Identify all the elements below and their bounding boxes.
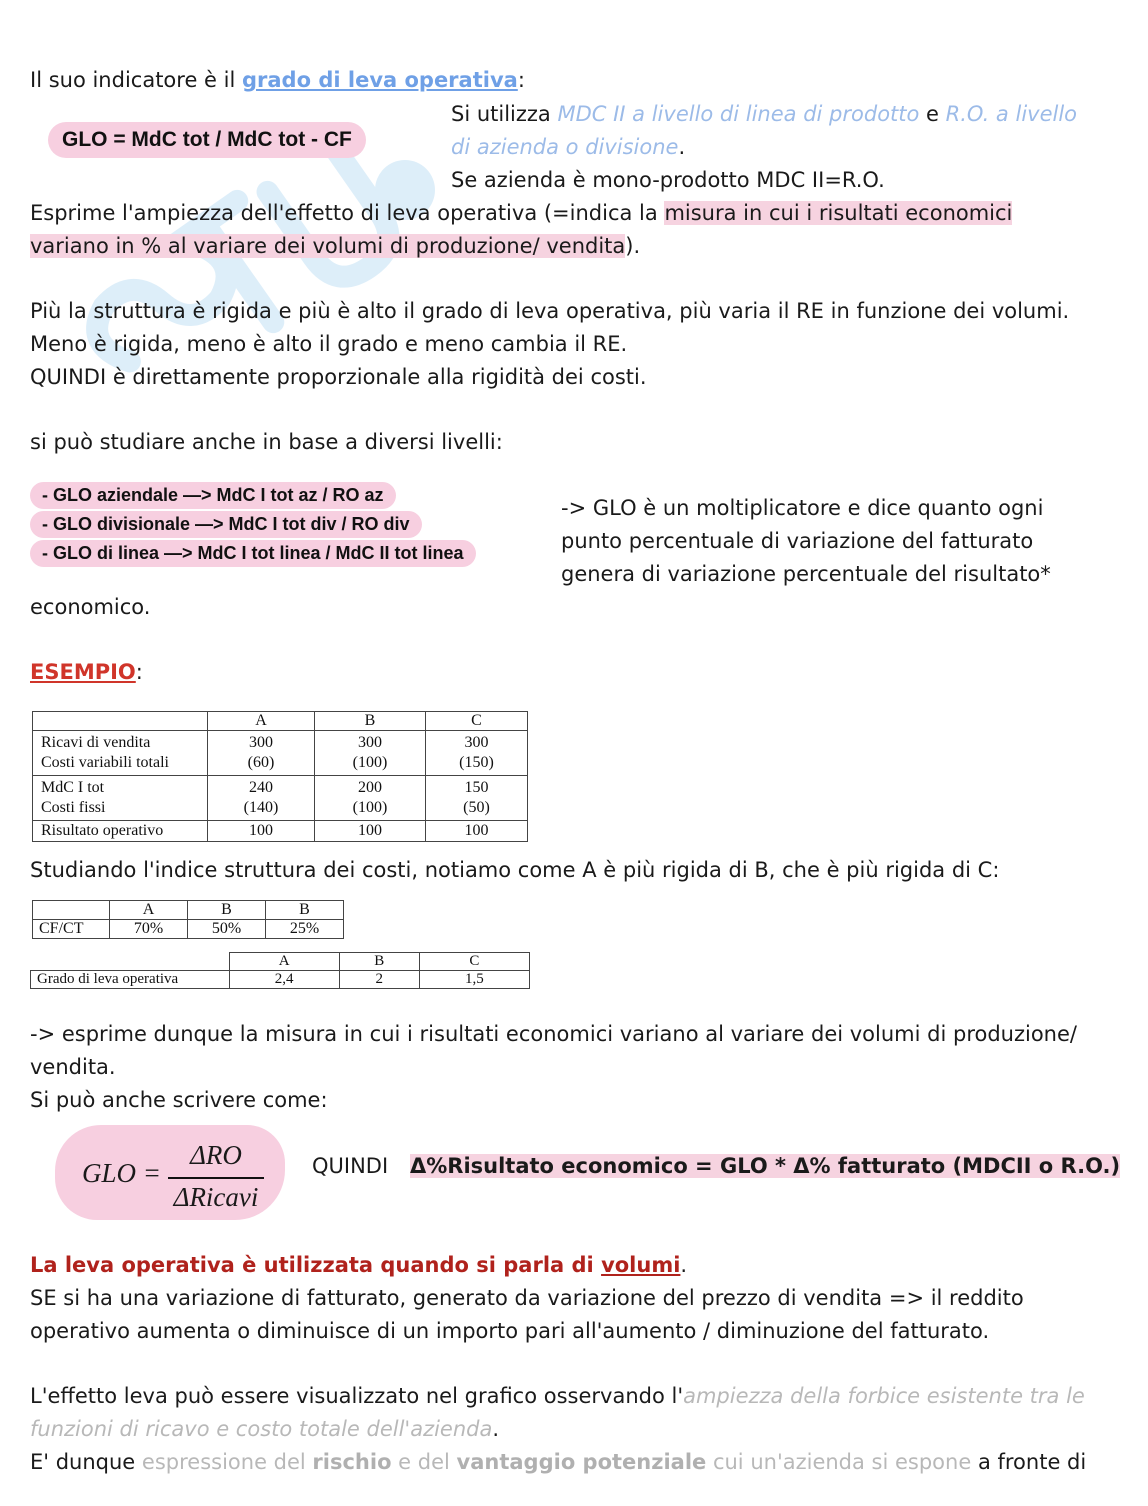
esprime-text: Esprime l'ampiezza dell'effetto di leva operativa (=indica la bbox=[30, 201, 665, 225]
table-cell-b-1 bbox=[315, 731, 426, 776]
glo-formula-pill: GLO = MdC tot / MdC tot - CF bbox=[48, 122, 366, 158]
para2-line-3: QUINDI è direttamente proporzionale alla rigidità dei costi. bbox=[30, 365, 647, 389]
table-header: B bbox=[339, 953, 419, 971]
cost-table bbox=[32, 711, 528, 842]
side-note-line-1 bbox=[451, 102, 1077, 126]
table-header: A bbox=[110, 901, 188, 920]
leva-text: La leva operativa è utilizzata quando si parla di bbox=[30, 1253, 602, 1277]
table-cell: MdC I tot bbox=[41, 779, 105, 796]
table-row bbox=[31, 971, 530, 989]
side-note-and: e bbox=[919, 102, 946, 126]
table-cell: 50% bbox=[188, 920, 266, 939]
side-note-text: Si utilizza bbox=[451, 102, 558, 126]
table-row bbox=[33, 776, 528, 821]
effetto-text: L'effetto leva può essere visualizzato nel grafico osservando l' bbox=[30, 1384, 684, 1408]
ultimo-grey-3: cui un'azienda si espone bbox=[706, 1450, 972, 1474]
effetto-line-2 bbox=[30, 1417, 499, 1441]
moltiplicatore-line-1: -> GLO è un moltiplicatore e dice quanto ogni bbox=[561, 496, 1044, 520]
table-cell: 2,4 bbox=[229, 971, 339, 989]
table-cell-labels-1 bbox=[33, 731, 208, 776]
table-cell-a-1 bbox=[208, 731, 315, 776]
esprime2-line-2: vendita. bbox=[30, 1055, 116, 1079]
intro-colon: : bbox=[517, 68, 525, 92]
formula-numerator: ΔRO bbox=[190, 1140, 242, 1170]
quindi-label: QUINDI bbox=[312, 1154, 389, 1178]
esempio-label: ESEMPIO bbox=[30, 660, 136, 684]
table-header: C bbox=[426, 712, 528, 731]
side-note-line-2 bbox=[451, 135, 685, 159]
esprime-line-1 bbox=[30, 201, 1012, 225]
table-cell: 300 bbox=[358, 734, 382, 751]
esprime-line-2 bbox=[30, 234, 640, 258]
side-note-azienda: di azienda o divisione bbox=[451, 135, 679, 159]
ultimo-text: E' dunque bbox=[30, 1450, 142, 1474]
table-cell: CF/CT bbox=[33, 920, 110, 939]
glo-table bbox=[30, 952, 530, 989]
table-cell: 150 bbox=[464, 779, 489, 796]
moltiplicatore-line-3: genera di variazione percentuale del risultato* bbox=[561, 562, 1051, 586]
ultimo-rischio: rischio bbox=[312, 1450, 392, 1474]
effetto-dot: . bbox=[492, 1417, 500, 1441]
economico-text: economico. bbox=[30, 595, 151, 619]
table-header: C bbox=[419, 953, 529, 971]
table-cell: (50) bbox=[463, 799, 490, 816]
ultimo-vantaggio: vantaggio potenziale bbox=[456, 1450, 707, 1474]
side-note-line-3: Se azienda è mono-prodotto MDC II=R.O. bbox=[451, 168, 885, 192]
table-header: B bbox=[188, 901, 266, 920]
esprime2-line-1: -> esprime dunque la misura in cui i risultati economici variano al variare dei volumi di produzione/ bbox=[30, 1022, 1077, 1046]
table-cell: Costi variabili totali bbox=[41, 754, 169, 771]
table-cell-c-2 bbox=[426, 776, 528, 821]
ultimo-end: a fronte di bbox=[971, 1450, 1087, 1474]
esprime2-line-3: Si può anche scrivere come: bbox=[30, 1088, 328, 1112]
table-cell-labels-2 bbox=[33, 776, 208, 821]
ultimo-line bbox=[30, 1450, 1086, 1474]
intro-text: Il suo indicatore è il bbox=[30, 68, 242, 92]
leva-line bbox=[30, 1253, 687, 1277]
table-header bbox=[33, 712, 208, 731]
table-cell: 70% bbox=[110, 920, 188, 939]
table-header: A bbox=[208, 712, 315, 731]
side-note-ro: R.O. a livello bbox=[945, 102, 1078, 126]
table-cell: 25% bbox=[266, 920, 344, 939]
formula-lhs: GLO = bbox=[82, 1158, 161, 1188]
table-cell: 2 bbox=[339, 971, 419, 989]
table-cell-b-2 bbox=[315, 776, 426, 821]
glo-link[interactable]: grado di leva operativa bbox=[242, 68, 518, 92]
table-cell: Risultato operativo bbox=[33, 821, 208, 842]
table-row bbox=[33, 821, 528, 842]
table-header: B bbox=[315, 712, 426, 731]
effetto-grey-2: funzioni di ricavo e costo totale dell'azienda bbox=[30, 1417, 493, 1441]
esempio-colon: : bbox=[135, 660, 143, 684]
esprime-end: ). bbox=[625, 234, 641, 258]
se-line-2: operativo aumenta o diminuisce di un importo pari all'aumento / diminuzione del fatturato. bbox=[30, 1319, 990, 1343]
table-cell-c-1 bbox=[426, 731, 528, 776]
side-note-mdc: MDC II a livello di linea di prodotto bbox=[557, 102, 920, 126]
table-row bbox=[33, 920, 344, 939]
se-line-1: SE si ha una variazione di fatturato, generato da variazione del prezzo di vendita => il reddito bbox=[30, 1286, 1024, 1310]
table-cell: 1,5 bbox=[419, 971, 529, 989]
table-cell: (140) bbox=[243, 799, 279, 816]
table-cell: Grado di leva operativa bbox=[31, 971, 230, 989]
para2-line-2: Meno è rigida, meno è alto il grado e meno cambia il RE. bbox=[30, 332, 628, 356]
table-cell: (100) bbox=[352, 754, 388, 771]
side-note-dot: . bbox=[678, 135, 686, 159]
para2-line-1: Più la struttura è rigida e più è alto il grado di leva operativa, più varia il RE in funzione dei volumi. bbox=[30, 299, 1070, 323]
table-header-row bbox=[33, 901, 344, 920]
ultimo-grey-1: espressione del bbox=[141, 1450, 313, 1474]
leva-volumi: volumi bbox=[601, 1253, 681, 1277]
table-cell-a-2 bbox=[208, 776, 315, 821]
table-header: A bbox=[229, 953, 339, 971]
formula-denominator: ΔRicavi bbox=[173, 1182, 259, 1212]
effetto-grey-1: ampiezza della forbice esistente tra le bbox=[683, 1384, 1085, 1408]
leva-dot: . bbox=[680, 1253, 688, 1277]
table-header bbox=[31, 953, 230, 971]
table-row bbox=[33, 731, 528, 776]
fraction-bar bbox=[168, 1177, 264, 1179]
table-header-row bbox=[31, 953, 530, 971]
table-cell: Costi fissi bbox=[41, 799, 106, 816]
esprime-highlight-1: misura in cui i risultati economici bbox=[664, 201, 1013, 225]
table-cell: 300 bbox=[464, 734, 489, 751]
table-cell: (60) bbox=[247, 754, 275, 771]
table-header: B bbox=[266, 901, 344, 920]
table-cell: 100 bbox=[315, 821, 426, 842]
cf-ct-table bbox=[32, 900, 344, 939]
moltiplicatore-line-2: punto percentuale di variazione del fatturato bbox=[561, 529, 1034, 553]
livello-divisionale: - GLO divisionale —> MdC I tot div / RO div bbox=[30, 511, 422, 538]
table-cell: Ricavi di vendita bbox=[41, 734, 151, 751]
table-cell: 100 bbox=[208, 821, 315, 842]
livello-linea: - GLO di linea —> MdC I tot linea / MdC II tot linea bbox=[30, 540, 476, 567]
table-header bbox=[33, 901, 110, 920]
livello-aziendale: - GLO aziendale —> MdC I tot az / RO az bbox=[30, 482, 396, 509]
table-cell: (150) bbox=[459, 754, 494, 771]
table-cell: 240 bbox=[249, 779, 273, 796]
esprime-highlight-2: variano in % al variare dei volumi di produzione/ vendita bbox=[30, 234, 626, 258]
table-cell: 100 bbox=[426, 821, 528, 842]
esempio-heading bbox=[30, 660, 143, 684]
ultimo-grey-2: e del bbox=[391, 1450, 457, 1474]
table-cell: 200 bbox=[358, 779, 382, 796]
studiando-text: Studiando l'indice struttura dei costi, notiamo come A è più rigida di B, che è più rigida di C: bbox=[30, 858, 1000, 882]
effetto-line-1 bbox=[30, 1384, 1085, 1408]
intro-line bbox=[30, 68, 525, 92]
table-header-row bbox=[33, 712, 528, 731]
livelli-intro: si può studiare anche in base a diversi livelli: bbox=[30, 430, 503, 454]
quindi-formula: Δ%Risultato economico = GLO * Δ% fatturato (MDCII o R.O.) bbox=[410, 1154, 1121, 1178]
table-cell: (100) bbox=[352, 799, 388, 816]
table-cell: 300 bbox=[249, 734, 273, 751]
